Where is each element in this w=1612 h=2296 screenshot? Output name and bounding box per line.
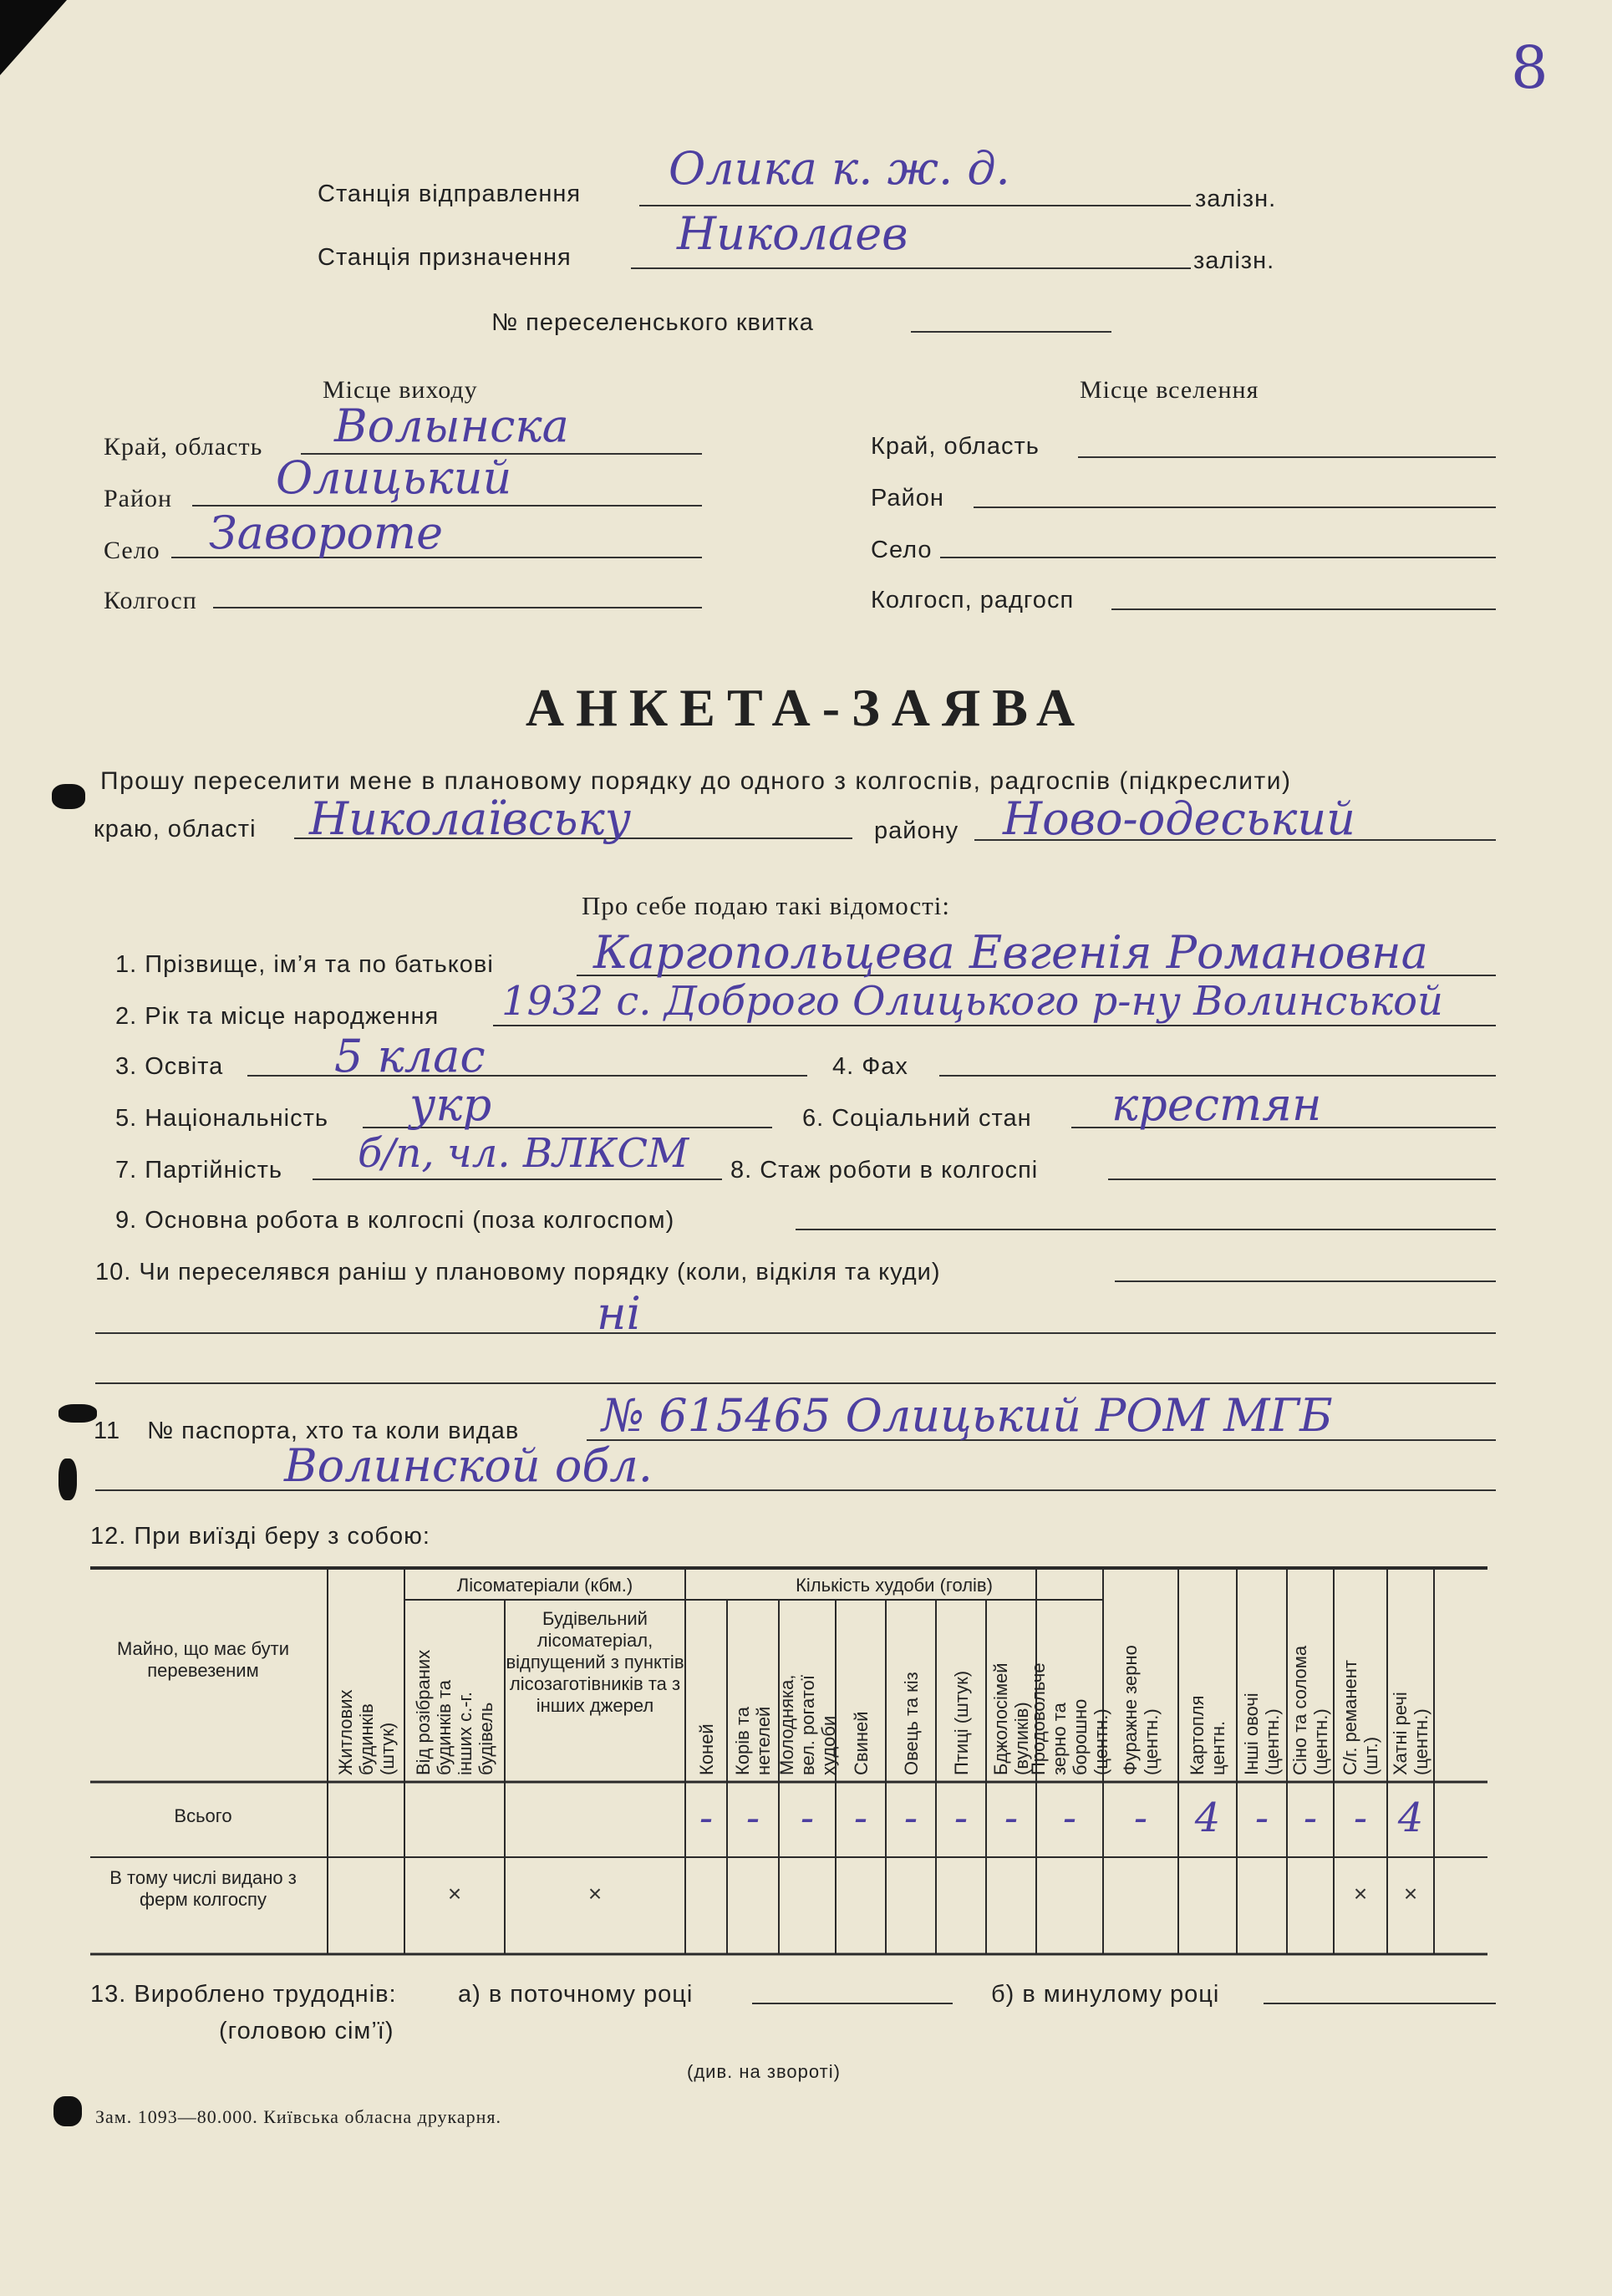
field-2-value: 1932 с. Доброго Олицького р-ну Волинськой	[501, 978, 1443, 1025]
origin-village-value: Завороте	[209, 507, 444, 559]
total-cell-value: -	[800, 1795, 815, 1841]
total-cell-value: -	[1303, 1795, 1318, 1841]
field-10-label: 10. Чи переселявся раніш у плановому порядку (коли, відкіля та куди)	[95, 1259, 941, 1285]
origin-heading: Місце виходу	[323, 376, 478, 404]
origin-district-label: Район	[104, 485, 173, 512]
workdays-label: 13. Вироблено трудоднів:	[90, 1981, 397, 2008]
column-header: Коней	[695, 1723, 717, 1775]
krai-value: Николаївську	[309, 792, 632, 845]
column-header: Житлових будинків (штук)	[334, 1689, 398, 1775]
page-number: 8	[1511, 33, 1548, 102]
column-header: Сіно та солома (центн.)	[1289, 1645, 1331, 1775]
field-7-value: б/п, чл. ВЛКСМ	[358, 1130, 689, 1177]
field-2-label: 2. Рік та місце народження	[115, 1003, 440, 1030]
railway-label-1: залізн.	[1195, 186, 1277, 212]
field-4-label: 4. Фах	[832, 1053, 908, 1080]
column-header: Інші овочі (центн.)	[1241, 1693, 1283, 1775]
origin-kolhosp-label: Колгосп	[104, 587, 197, 614]
departure-label: Станція відправлення	[318, 181, 582, 207]
origin-region-value: Волынска	[334, 400, 569, 452]
request-line: Прошу переселити мене в плановому порядку до одного з колгоспів, радгоспів (підкреслити)	[100, 767, 1292, 795]
column-header: Корів та нетелей	[732, 1706, 774, 1775]
departure-value: Олика к. ж. д.	[669, 142, 1010, 195]
total-cell-value: -	[903, 1795, 918, 1841]
farm-cell-mark: ×	[1353, 1881, 1368, 1907]
field-11-value-2: Волинской обл.	[284, 1439, 653, 1492]
table-row-header: Майно, що має бути перевезеним	[116, 1638, 290, 1681]
destination-value: Николаев	[677, 207, 908, 260]
origin-village-label: Село	[104, 537, 160, 564]
timber-group-header: Лісоматеріали (кбм.)	[456, 1575, 633, 1596]
total-cell-value: 4	[1194, 1795, 1221, 1841]
row-total-label: Всього	[174, 1805, 232, 1826]
info-heading: Про себе подаю такі відомості:	[582, 891, 951, 920]
form-title: АНКЕТА-ЗАЯВА	[525, 678, 1087, 737]
raion-label: району	[874, 817, 959, 844]
field-9-label: 9. Основна робота в колгоспі (поза колгоспом)	[115, 1207, 675, 1234]
total-cell-value: -	[853, 1795, 868, 1841]
field-8-label: 8. Стаж роботи в колгоспі	[730, 1157, 1039, 1184]
krai-label: краю, області	[94, 816, 257, 843]
field-12-label: 12. При виїзді беру з собою:	[90, 1523, 430, 1550]
total-cell-value: 4	[1397, 1795, 1424, 1841]
field-5-label: 5. Національність	[115, 1105, 329, 1132]
total-cell-value: -	[745, 1795, 760, 1841]
field-7-label: 7. Партійність	[115, 1157, 282, 1184]
workdays-current-label: а) в поточному році	[458, 1981, 694, 2008]
footer-note: (див. на звороті)	[687, 2061, 841, 2082]
livestock-group-header: Кількість худоби (голів)	[796, 1575, 993, 1596]
workdays-current-line	[752, 2003, 953, 2004]
destination-heading: Місце вселення	[1080, 376, 1259, 404]
printer-line: Зам. 1093—80.000. Київська обласна друкарня.	[95, 2106, 502, 2127]
field-6-label: 6. Соціальний стан	[802, 1105, 1032, 1132]
row-farm-label: В тому числі видано з ферм колгоспу	[109, 1867, 297, 1910]
farm-cell-mark: ×	[447, 1881, 462, 1907]
workdays-last-line	[1264, 2003, 1496, 2004]
total-cell-value: -	[953, 1795, 969, 1841]
railway-label-2: залізн.	[1193, 247, 1275, 274]
dest-kolhosp-label: Колгосп, радгосп	[871, 587, 1075, 613]
column-header: Хатні речі (центн.)	[1390, 1692, 1431, 1775]
total-cell-value: -	[1062, 1795, 1077, 1841]
dest-district-label: Район	[871, 485, 944, 512]
ticket-label: № переселенського квитка	[491, 309, 814, 336]
column-header: Птиці (штук)	[950, 1670, 972, 1775]
farm-cell-mark: ×	[1403, 1881, 1418, 1907]
origin-district-value: Олицький	[276, 451, 512, 504]
total-cell-value: -	[1004, 1795, 1019, 1841]
dest-region-label: Край, область	[871, 433, 1040, 460]
field-5-value: укр	[409, 1078, 492, 1131]
total-cell-value: -	[1133, 1795, 1148, 1841]
field-11-value: № 615465 Олицький РОМ МГБ	[602, 1389, 1333, 1442]
total-cell-value: -	[699, 1795, 714, 1841]
field-6-value: крестян	[1111, 1078, 1322, 1131]
total-cell-value: -	[1353, 1795, 1368, 1841]
destination-label: Станція призначення	[318, 244, 572, 271]
origin-region-label: Край, область	[104, 433, 263, 461]
dest-village-label: Село	[871, 537, 933, 563]
column-header: Від розібраних будинків та інших с.-г. будівель	[413, 1649, 496, 1775]
field-1-label: 1. Прізвище, ім’я та по батькові	[115, 951, 494, 978]
workdays-sub: (головою сім’ї)	[219, 2018, 394, 2044]
column-header: Овець та кіз	[900, 1672, 922, 1775]
column-header: Картопля центн.	[1187, 1695, 1228, 1775]
field-3-value: 5 клас	[334, 1030, 486, 1082]
workdays-last-label: б) в минулому році	[991, 1981, 1220, 2008]
column-header: Свиней	[850, 1711, 872, 1775]
field-11-label: № паспорта, хто та коли видав	[147, 1418, 520, 1444]
column-header: Фуражне зерно (центн.)	[1120, 1645, 1162, 1775]
field-1-value: Каргопольцева Евгенія Романовна	[593, 926, 1428, 979]
column-header: Молодняка, вел. рогатої худоби	[775, 1674, 839, 1775]
raion-value: Ново-одеський	[1003, 792, 1355, 845]
field-3-label: 3. Освіта	[115, 1053, 224, 1080]
field-10-value: ні	[597, 1287, 641, 1340]
farm-cell-mark: ×	[587, 1881, 603, 1907]
total-cell-value: -	[1254, 1795, 1269, 1841]
col-header-building-timber: Будівельний лісоматеріал, відпущений з пунктів лісозаготівників та з інших джерел	[506, 1608, 684, 1716]
column-header: С/г. реманент (шт.)	[1340, 1659, 1381, 1775]
column-header: Бджолосімей (вуликів)	[990, 1662, 1032, 1775]
field-11-number: 11	[94, 1418, 121, 1444]
column-header: Продовольче зерно та борошно (центн.)	[1028, 1662, 1111, 1775]
